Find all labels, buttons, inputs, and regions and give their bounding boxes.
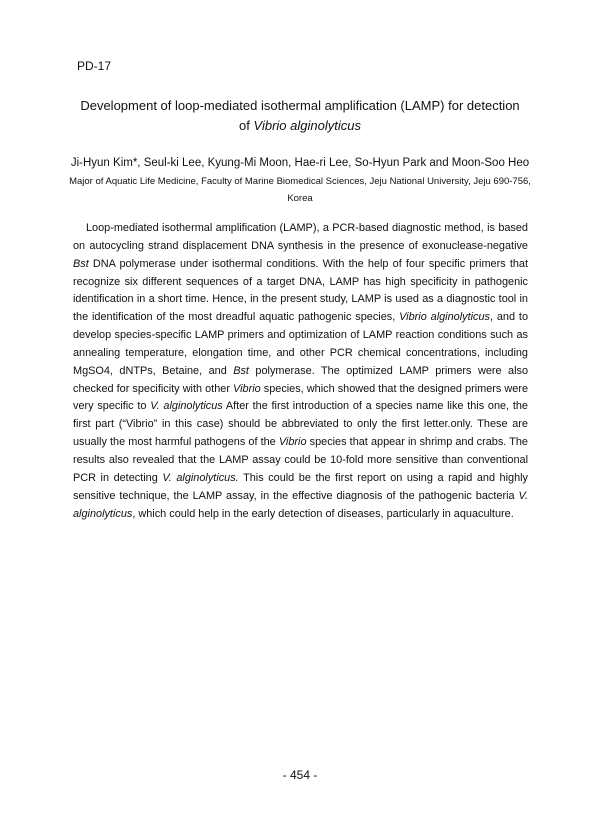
abstract-italic-run: V. alginolyticus (73, 489, 528, 520)
title-species-name: Vibrio alginolyticus (253, 118, 361, 133)
abstract-text-run: species that appear in shrimp and crabs. The results also revealed that the LAMP assay could be 10-fold more sensitive than conventional PCR in detecting (73, 436, 528, 484)
abstract-italic-run: Bst (73, 257, 89, 270)
affiliation: Major of Aquatic Life Medicine, Faculty of Marine Biomedical Sciences, Jeju National University, Jeju 690-756, Korea (69, 176, 531, 204)
title-line-2 (60, 116, 540, 136)
abstract-italic-run: Bst (233, 364, 249, 377)
abstract-code: PD-17 (77, 59, 112, 73)
paper-title (60, 96, 540, 136)
abstract-body (73, 220, 528, 523)
abstract-italic-run: Vibrio (278, 436, 307, 449)
abstract-italic-run: Vibrio (233, 382, 261, 395)
title-line-1: Development of loop-mediated isothermal amplification (LAMP) for detection (80, 98, 520, 113)
author-list: Ji-Hyun Kim*, Seul-ki Lee, Kyung-Mi Moon, Hae-ri Lee, So-Hyun Park and Moon-Soo Heo (70, 157, 530, 169)
page-number: - 454 - (282, 768, 318, 782)
abstract-text-run: polymerase. The optimized LAMP primers were also checked for specificity with other (73, 364, 528, 395)
abstract-text-run: Loop-mediated isothermal amplification (LAMP), a PCR-based diagnostic method, is based on autocycling strand displacement DNA synthesis in the presence of exonuclease-negative (73, 222, 528, 252)
abstract-italic-run: V. alginolyticus (150, 400, 223, 413)
abstract-text-run: DNA polymerase under isothermal conditions. With the help of four specific primers that recognize six different sequences of a target DNA, LAMP has high specificity in pathogenic identification in a short time. Hence, in the present study, LAMP is used as a diagnostic tool in the identification of the most dreadful aquatic pathogenic species, (73, 257, 528, 324)
abstract-text-run: , and to develop species-specific LAMP primers and optimization of LAMP reaction conditions such as annealing temperature, elongation time, and other PCR chemical concentrations, including MgSO4, dNTPs, Betaine, and (73, 311, 528, 377)
title-line-2-prefix: of (239, 118, 254, 133)
abstract-italic-run: V. alginolyticus. (162, 471, 239, 484)
abstract-text-run: This could be the first report on using a rapid and highly sensitive technique, the LAMP assay, in the effective diagnosis of the pathogenic bacteria (73, 471, 529, 502)
abstract-text-run: , which could help in the early detection of diseases, particularly in aquaculture. (132, 507, 514, 520)
abstract-italic-run: Vibrio alginolyticus (399, 311, 490, 324)
abstract-text-run: After the first introduction of a species name like this one, the first part (“Vibrio” in this case) should be abbreviated to only the first letter.only. These are usually the most harmful pathogens of the (73, 400, 528, 449)
abstract-text-run: species, which showed that the designed primers were very specific to (73, 382, 529, 413)
